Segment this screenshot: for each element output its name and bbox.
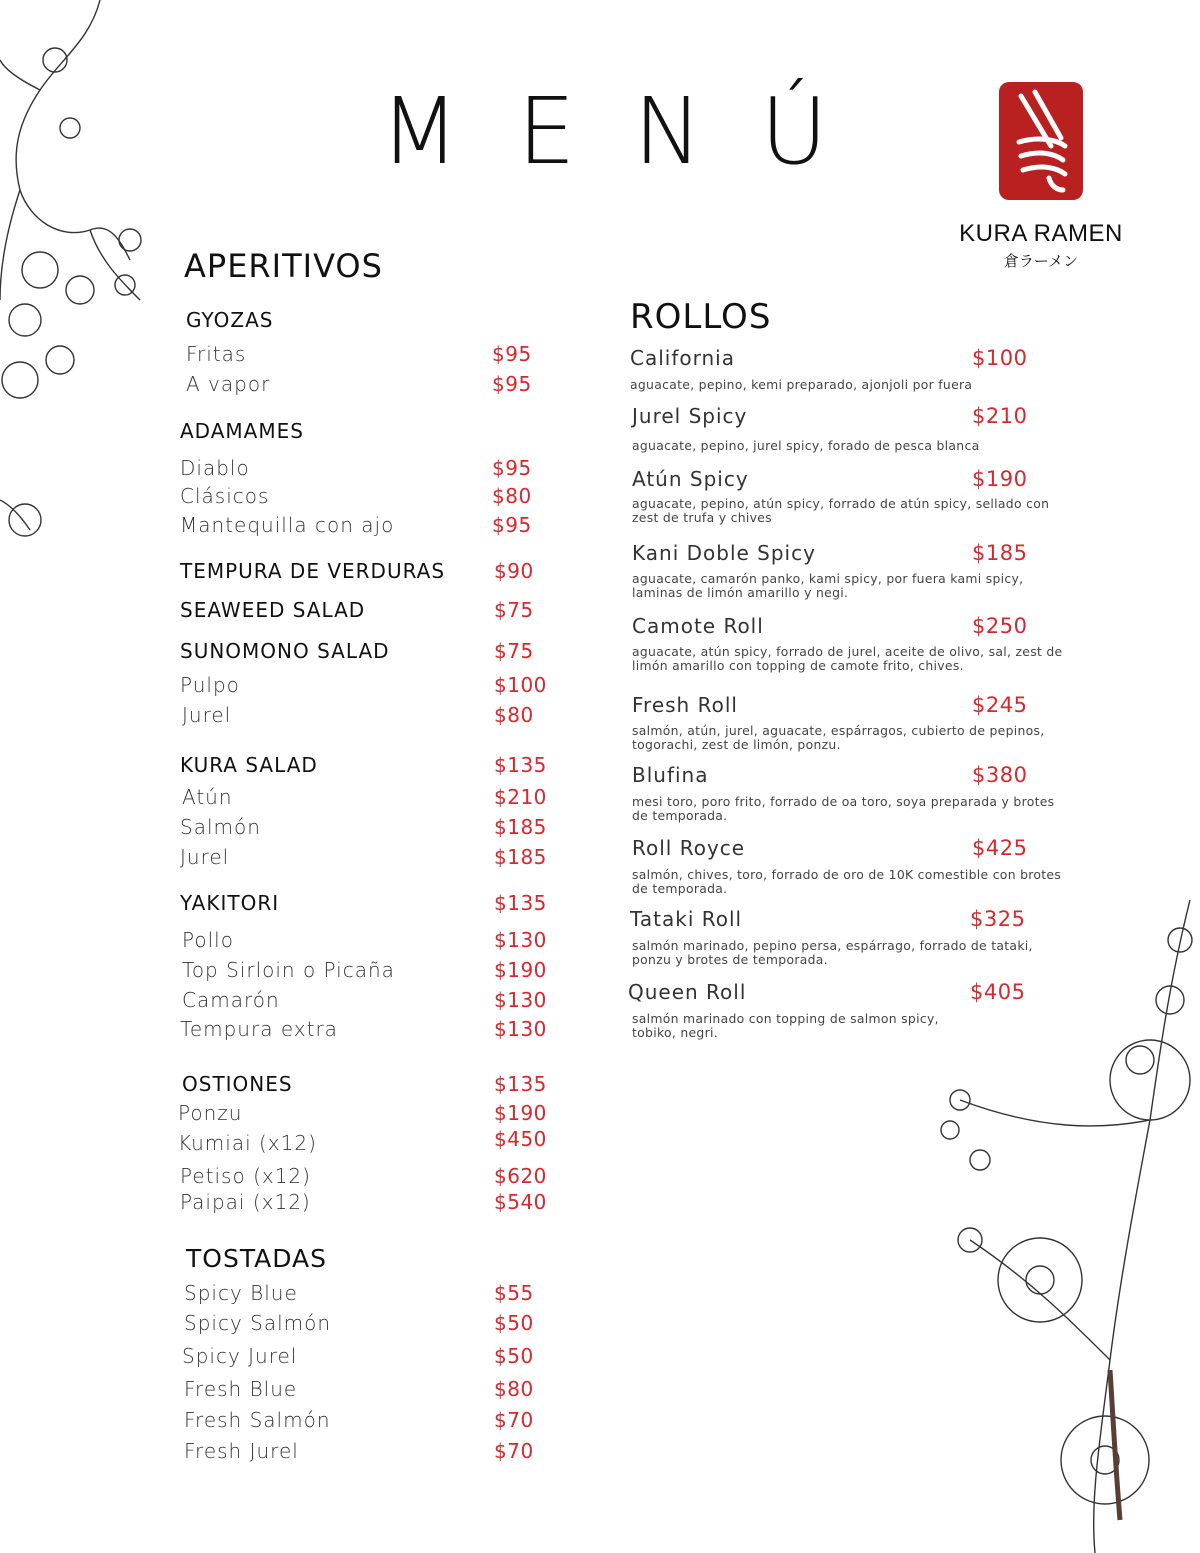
- subhead-adamames: ADAMAMES: [180, 419, 304, 443]
- item-price: $540: [494, 1190, 547, 1214]
- item-price: $185: [494, 815, 547, 839]
- subhead-sunomono: SUNOMONO SALAD: [180, 639, 390, 663]
- roll-description: salmón, atún, jurel, aguacate, espárragos, cubierto de pepinos, togorachi, zest de limón, ponzu.: [632, 723, 1045, 752]
- item-price: $95: [492, 513, 532, 537]
- roll-description: aguacate, camarón panko, kami spicy, por fuera kami spicy, laminas de limón amarillo y negi.: [632, 571, 1024, 600]
- item-price: $95: [492, 456, 532, 480]
- brand-logo: [958, 82, 1124, 271]
- item-price: $135: [494, 1072, 547, 1096]
- item-name: Atún: [182, 785, 233, 809]
- item-name: Top Sirloin o Picaña: [182, 958, 395, 982]
- item-price: $135: [494, 891, 547, 915]
- item-name: Jurel: [180, 845, 230, 869]
- item-price: $90: [494, 559, 534, 583]
- item-name: Jurel: [182, 703, 232, 727]
- roll-description: salmón marinado, pepino persa, espárrago, forrado de tataki, ponzu y brotes de temporada.: [632, 938, 1033, 967]
- subhead-seaweed: SEAWEED SALAD: [180, 598, 366, 622]
- item-price: $130: [494, 1017, 547, 1041]
- subhead-yakitori: YAKITORI: [180, 891, 280, 915]
- item-price: $130: [494, 928, 547, 952]
- roll-price: $210: [972, 404, 1028, 428]
- item-name: Diablo: [180, 456, 250, 480]
- roll-price: $425: [972, 836, 1028, 860]
- page-title: MENÚ: [380, 78, 886, 185]
- item-name: Spicy Jurel: [182, 1344, 298, 1368]
- subhead-tempura: TEMPURA DE VERDURAS: [180, 559, 446, 583]
- roll-description: aguacate, pepino, jurel spicy, forado de pesca blanca: [632, 438, 980, 453]
- item-name: Camarón: [182, 988, 280, 1012]
- item-price: $70: [494, 1439, 534, 1463]
- roll-name: California: [630, 346, 735, 370]
- brand-name: KURA RAMEN: [959, 220, 1123, 247]
- roll-name: Blufina: [632, 763, 709, 787]
- item-price: $95: [492, 372, 532, 396]
- item-price: $450: [494, 1127, 547, 1151]
- roll-description: mesi toro, poro frito, forrado de oa toro, soya preparada y brotes de temporada.: [632, 794, 1055, 823]
- roll-description: salmón marinado con topping de salmon spicy, tobiko, negri.: [632, 1011, 939, 1040]
- item-name: Pulpo: [180, 673, 240, 697]
- chopsticks-bowl-icon: [999, 82, 1083, 200]
- cherry-blossom-right-illustration: [920, 900, 1200, 1553]
- roll-description: aguacate, pepino, kemi preparado, ajonjoli por fuera: [630, 377, 973, 392]
- item-name: Fresh Blue: [184, 1377, 298, 1401]
- item-price: $190: [494, 1101, 547, 1125]
- item-price: $50: [494, 1344, 534, 1368]
- roll-price: $245: [972, 693, 1028, 717]
- item-price: $620: [494, 1164, 547, 1188]
- roll-description: aguacate, atún spicy, forrado de jurel, aceite de olivo, sal, zest de limón amarillo con topping de camote frito, chives.: [632, 644, 1063, 673]
- item-name: Mantequilla con ajo: [180, 513, 395, 537]
- item-price: $210: [494, 785, 547, 809]
- item-price: $70: [494, 1408, 534, 1432]
- section-title-rollos: ROLLOS: [630, 297, 772, 337]
- item-name: A vapor: [186, 372, 271, 396]
- item-price: $135: [494, 753, 547, 777]
- item-name: Petiso (x12): [180, 1164, 311, 1188]
- section-title-aperitivos: APERITIVOS: [184, 247, 383, 285]
- item-price: $190: [494, 958, 547, 982]
- subhead-gyozas: GYOZAS: [186, 308, 274, 332]
- item-price: $130: [494, 988, 547, 1012]
- item-price: $100: [494, 673, 547, 697]
- roll-name: Atún Spicy: [632, 467, 749, 491]
- item-price: $80: [492, 484, 532, 508]
- item-name: Clásicos: [180, 484, 270, 508]
- roll-name: Camote Roll: [632, 614, 764, 638]
- item-name: Fresh Jurel: [184, 1439, 299, 1463]
- roll-price: $405: [970, 980, 1026, 1004]
- roll-name: Roll Royce: [632, 836, 746, 860]
- roll-name: Queen Roll: [628, 980, 747, 1004]
- brand-name-japanese: 倉ラーメン: [1003, 252, 1079, 270]
- roll-name: Fresh Roll: [632, 693, 738, 717]
- item-price: $95: [492, 342, 532, 366]
- roll-description: aguacate, pepino, atún spicy, forrado de atún spicy, sellado con zest de trufa y chives: [632, 496, 1050, 525]
- subhead-ostiones: OSTIONES: [182, 1072, 293, 1096]
- roll-price: $325: [970, 907, 1026, 931]
- section-title-tostadas: TOSTADAS: [186, 1244, 328, 1273]
- item-price: $185: [494, 845, 547, 869]
- roll-name: Jurel Spicy: [632, 404, 748, 428]
- roll-price: $250: [972, 614, 1028, 638]
- roll-price: $185: [972, 541, 1028, 565]
- item-name: Fresh Salmón: [184, 1408, 331, 1432]
- subhead-kura-salad: KURA SALAD: [180, 753, 318, 777]
- item-price: $80: [494, 1377, 534, 1401]
- item-name: Kumiai (x12): [178, 1131, 317, 1155]
- item-price: $55: [494, 1281, 534, 1305]
- roll-name: Kani Doble Spicy: [632, 541, 816, 565]
- roll-price: $380: [972, 763, 1028, 787]
- item-name: Tempura extra: [180, 1017, 338, 1041]
- roll-price: $100: [972, 346, 1028, 370]
- item-name: Spicy Blue: [184, 1281, 298, 1305]
- item-name: Ponzu: [178, 1101, 243, 1125]
- item-price: $75: [494, 598, 534, 622]
- item-name: Salmón: [180, 815, 261, 839]
- item-price: $75: [494, 639, 534, 663]
- cherry-blossom-left-illustration: [0, 0, 170, 560]
- item-price: $80: [494, 703, 534, 727]
- item-name: Pollo: [182, 928, 234, 952]
- item-name: Spicy Salmón: [184, 1311, 332, 1335]
- roll-description: salmón, chives, toro, forrado de oro de 10K comestible con brotes de temporada.: [632, 867, 1062, 896]
- item-price: $50: [494, 1311, 534, 1335]
- item-name: Fritas: [186, 342, 247, 366]
- roll-name: Tataki Roll: [630, 907, 743, 931]
- roll-price: $190: [972, 467, 1028, 491]
- item-name: Paipai (x12): [180, 1190, 311, 1214]
